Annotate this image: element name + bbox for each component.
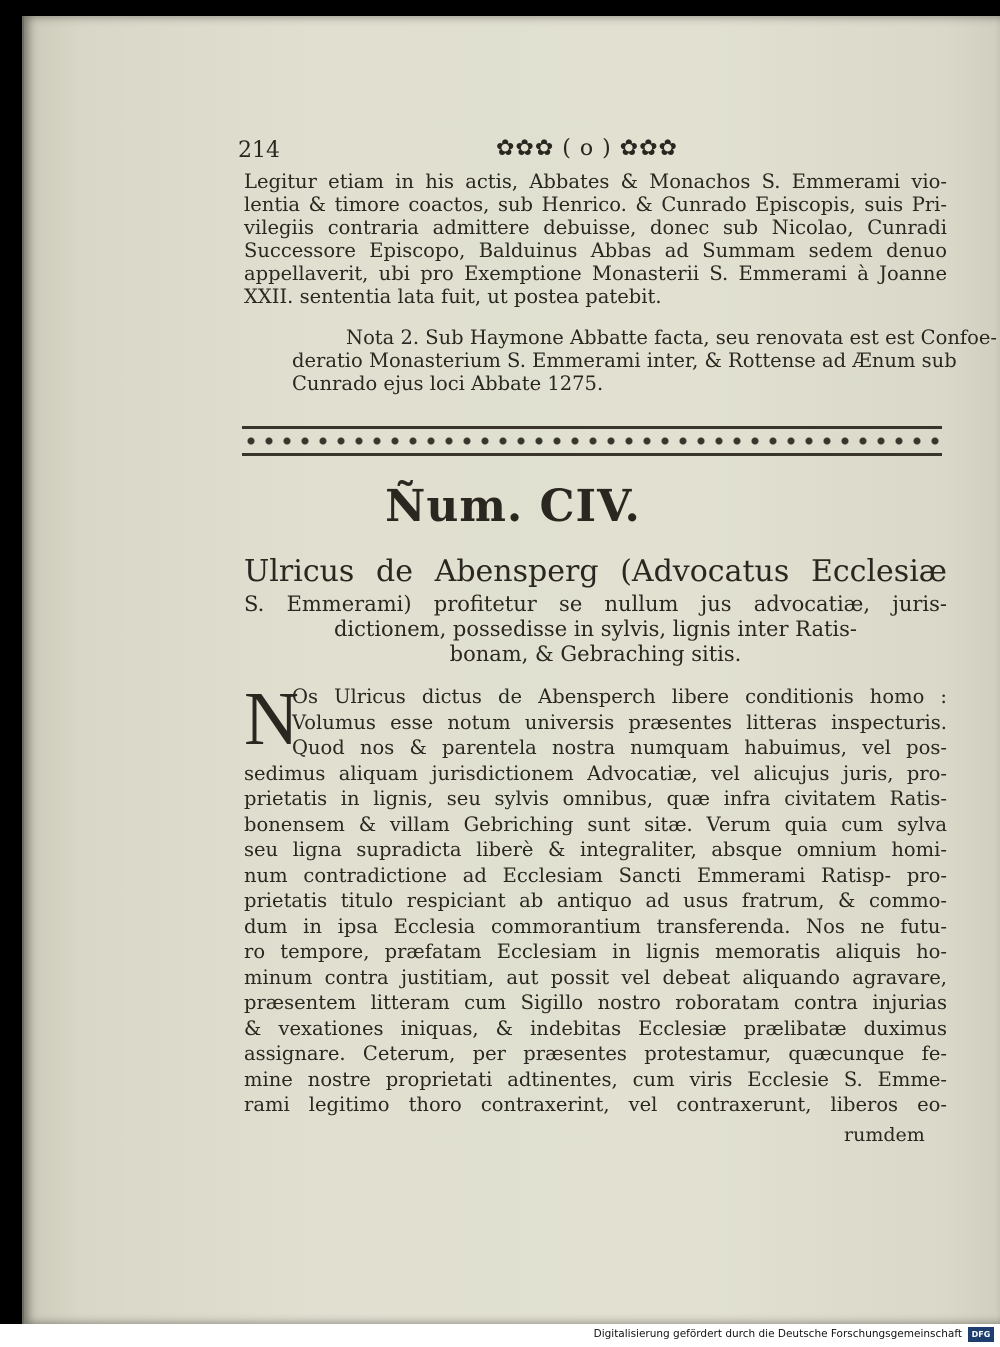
- text-line: deratio Monasterium S. Emmerami inter, & Rottense ad Ænum sub: [292, 349, 957, 372]
- text-line: sedimus aliquam jurisdictionem Advocatiæ, vel alicujus juris, pro-: [244, 761, 947, 785]
- page-number: 214: [238, 138, 280, 163]
- text-line: Quod nos & parentela nostra numquam habuimus, vel pos-: [292, 736, 947, 759]
- ornamental-divider: [242, 426, 942, 456]
- body-text: [244, 677, 947, 1118]
- text-line: Nota 2. Sub Haymone Abbatte facta, seu renovata est est Confoe-: [346, 326, 997, 349]
- dfg-logo-icon: DFG: [968, 1327, 994, 1342]
- heading-line: dictionem, possedisse in sylvis, lignis inter Ratis-: [333, 617, 858, 641]
- text-line: rami legitimo thoro contraxerint, vel contraxerunt, liberos eo-: [244, 1093, 947, 1116]
- text-line: Legitur etiam in his actis, Abbates & Monachos S. Emmerami vio-: [244, 170, 947, 193]
- running-header: [238, 136, 738, 166]
- text-line: & vexationes iniquas, & indebitas Ecclesiæ prælibatæ duximus: [244, 1016, 947, 1040]
- heading-line: S. Emmerami) profitetur se nullum jus advocatiæ, juris-: [244, 592, 947, 616]
- paragraph-2-nota: [244, 326, 997, 395]
- catchword: rumdem: [844, 1124, 925, 1146]
- paragraph-1: [244, 170, 947, 308]
- footer-credit-bar: [0, 1324, 1000, 1347]
- document-number-title: Ñum. CIV.: [385, 481, 641, 532]
- text-line: Volumus esse notum universis præsentes litteras inspecturis.: [292, 710, 947, 734]
- text-line: prietatis titulo respiciant ab antiquo ad usus fratrum, & commo-: [244, 889, 947, 912]
- text-line: seu ligna supradicta liberè & integraliter, absque omnium homi-: [244, 838, 947, 861]
- heading-line: Ulricus de Abensperg (Advocatus Ecclesiæ: [244, 554, 947, 589]
- text-line: XXII. sententia lata fuit, ut postea patebit.: [244, 285, 662, 308]
- text-line: minum contra justitiam, aut possit vel debeat aliquando agravare,: [244, 965, 947, 989]
- text-line: lentia & timore coactos, sub Henrico. & Cunrado Episcopis, suis Pri-: [244, 193, 947, 216]
- text-line: Cunrado ejus loci Abbate 1275.: [292, 372, 604, 395]
- text-line: Successore Episcopo, Balduinus Abbas ad Summam sedem denuo: [244, 239, 947, 262]
- heading-line: bonam, & Gebraching sitis.: [449, 642, 742, 666]
- document-body: [244, 677, 947, 1118]
- drop-cap-initial: N: [244, 677, 299, 761]
- text-line: ro tempore, præfatam Ecclesiam in lignis memoratis aliquis ho-: [244, 940, 947, 963]
- text-line: Os Ulricus dictus de Abensperch libere conditionis homo :: [292, 685, 947, 708]
- document-heading: [244, 552, 947, 667]
- book-page: [22, 16, 1000, 1324]
- text-line: vilegiis contraria admittere debuisse, donec sub Nicolao, Cunradi: [244, 216, 947, 239]
- text-line: assignare. Ceterum, per præsentes protestamur, quæcunque fe-: [244, 1042, 947, 1065]
- text-line: appellaverit, ubi pro Exemptione Monasterii S. Emmerami à Joanne: [244, 262, 947, 285]
- text-line: prietatis in lignis, seu sylvis omnibus, quæ infra civitatem Ratis-: [244, 787, 947, 810]
- text-line: mine nostre proprietati adtinentes, cum viris Ecclesie S. Emme-: [244, 1067, 947, 1091]
- text-line: dum in ipsa Ecclesia commorantium transferenda. Nos ne futu-: [244, 914, 947, 938]
- text-line: num contradictione ad Ecclesiam Sancti Emmerami Ratisp- pro-: [244, 863, 947, 887]
- text-line: præsentem litteram cum Sigillo nostro roboratam contra injurias: [244, 991, 947, 1014]
- funding-credit-text: Digitalisierung gefördert durch die Deutsche Forschungsgemeinschaft: [593, 1328, 962, 1340]
- header-ornament: ✿✿✿ ( o ) ✿✿✿: [496, 136, 678, 161]
- text-line: bonensem & villam Gebriching sunt sitæ. Verum quia cum sylva: [244, 812, 947, 836]
